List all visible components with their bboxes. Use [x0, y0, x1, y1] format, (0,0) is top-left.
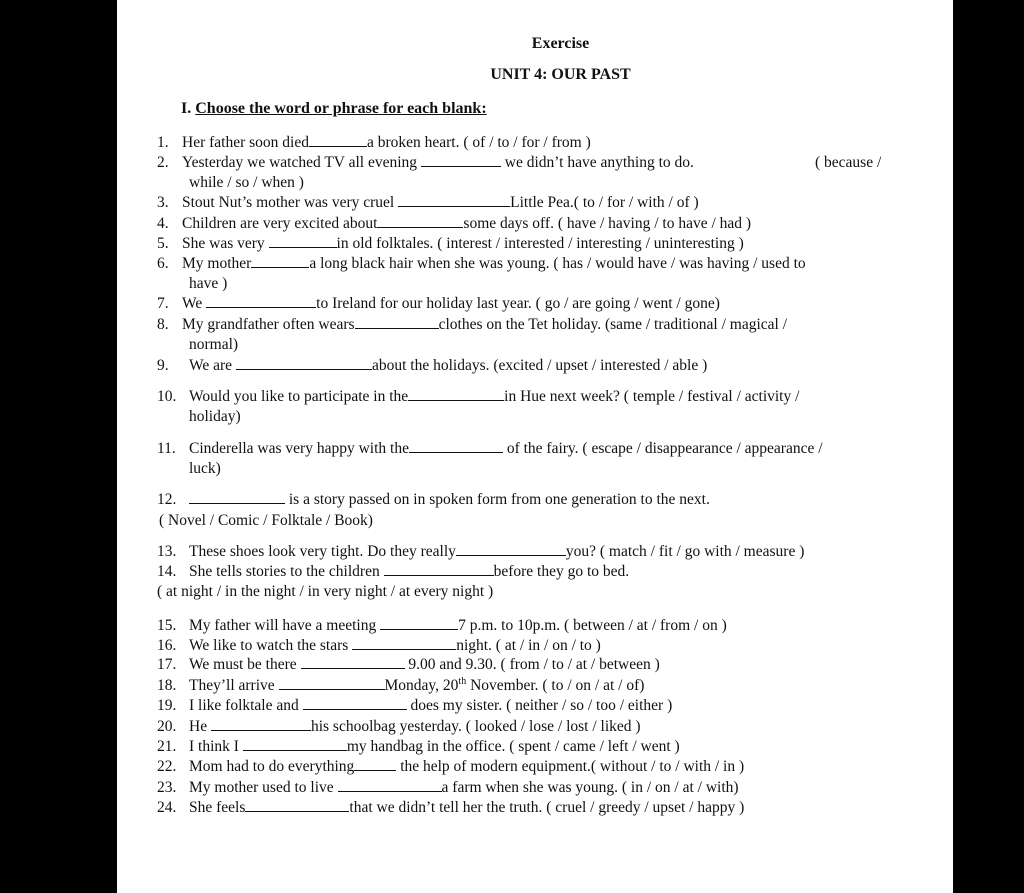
exercise-item-6-continued: have ) [189, 275, 228, 292]
exercise-item-6: 6. My mother a long black hair when she was young. ( has / would have / was having / used to [157, 255, 806, 272]
exercise-item-12-options: ( Novel / Comic / Folktale / Book) [159, 512, 373, 529]
exercise-item-5: 5. She was very in old folktales. ( interest / interested / interesting / uninteresting ) [157, 235, 744, 252]
answer-blank [245, 799, 349, 812]
answer-blank [355, 316, 439, 329]
answer-blank [377, 215, 463, 228]
exercise-item-24: 24. She feels that we didn’t tell her the truth. ( cruel / greedy / upset / happy ) [157, 799, 745, 816]
exercise-item-10-continued: holiday) [189, 408, 241, 425]
exercise-item-2-continued: while / so / when ) [189, 174, 304, 191]
answer-blank [352, 637, 456, 650]
exercise-item-14: 14. She tells stories to the children before they go to bed. [157, 563, 630, 580]
section-number: I. [181, 100, 192, 117]
exercise-item-17: 17. We must be there 9.00 and 9.30. ( from / to / at / between ) [157, 656, 660, 673]
answer-blank [398, 194, 510, 207]
answer-blank [236, 357, 372, 370]
answer-blank [309, 134, 367, 147]
worksheet-page [117, 0, 953, 893]
answer-blank [384, 563, 494, 576]
exercise-item-8-continued: normal) [189, 336, 239, 353]
exercise-item-8: 8. My grandfather often wears clothes on the Tet holiday. (same / traditional / magical / [157, 316, 788, 333]
exercise-item-13: 13. These shoes look very tight. Do they really you? ( match / fit / go with / measure ) [157, 543, 805, 560]
exercise-item-4: 4. Children are very excited about some days off. ( have / having / to have / had ) [157, 215, 752, 232]
unit-heading: UNIT 4: OUR PAST [490, 66, 631, 83]
exercise-item-23: 23. My mother used to live a farm when she was young. ( in / on / at / with) [157, 779, 739, 796]
exercise-item-12: 12. is a story passed on in spoken form from one generation to the next. [157, 491, 710, 508]
exercise-item-18: 18. They’ll arrive Monday, 20th November. ( to / on / at / of) [157, 675, 645, 694]
exercise-item-15: 15. My father will have a meeting 7 p.m. to 10p.m. ( between / at / from / on ) [157, 617, 727, 634]
answer-blank [211, 718, 311, 731]
answer-blank [303, 697, 407, 710]
exercise-item-20: 20. He his schoolbag yesterday. ( looked / lose / lost / liked ) [157, 718, 641, 735]
section-heading [181, 100, 487, 118]
page-title: Exercise [531, 35, 590, 52]
answer-blank [408, 388, 504, 401]
exercise-item-11: 11. Cinderella was very happy with the of the fairy. ( escape / disappearance / appearance / [157, 440, 823, 457]
exercise-item-19: 19. I like folktale and does my sister. ( neither / so / too / either ) [157, 697, 673, 714]
exercise-item-10: 10. Would you like to participate in the in Hue next week? ( temple / festival / activity / [157, 388, 800, 405]
exercise-item-2: 2. Yesterday we watched TV all evening we didn’t have anything to do. [157, 154, 694, 171]
exercise-item-9: 9. We are about the holidays. (excited / upset / interested / able ) [157, 357, 708, 374]
answer-blank [301, 656, 405, 669]
answer-blank [338, 779, 442, 792]
answer-blank [189, 491, 285, 504]
answer-blank [206, 295, 316, 308]
exercise-item-2-options-start: ( because / [815, 154, 882, 171]
exercise-item-21: 21. I think I my handbag in the office. ( spent / came / left / went ) [157, 738, 680, 755]
section-title: Choose the word or phrase for each blank: [195, 100, 487, 117]
exercise-item-11-continued: luck) [189, 460, 221, 477]
answer-blank [380, 617, 458, 630]
answer-blank [421, 154, 501, 167]
answer-blank [279, 677, 385, 690]
exercise-item-14-options: ( at night / in the night / in very night / at every night ) [157, 583, 494, 600]
exercise-item-22: 22. Mom had to do everything the help of modern equipment.( without / to / with / in ) [157, 758, 745, 775]
answer-blank [243, 738, 347, 751]
exercise-item-7: 7. We to Ireland for our holiday last year. ( go / are going / went / gone) [157, 295, 720, 312]
exercise-item-3: 3. Stout Nut’s mother was very cruel Little Pea.( to / for / with / of ) [157, 194, 699, 211]
answer-blank [409, 440, 503, 453]
exercise-item-1: 1. Her father soon died a broken heart. ( of / to / for / from ) [157, 134, 591, 151]
answer-blank [354, 758, 396, 771]
answer-blank [456, 543, 566, 556]
exercise-item-16: 16. We like to watch the stars night. ( at / in / on / to ) [157, 637, 601, 654]
answer-blank [251, 255, 309, 268]
answer-blank [269, 235, 337, 248]
